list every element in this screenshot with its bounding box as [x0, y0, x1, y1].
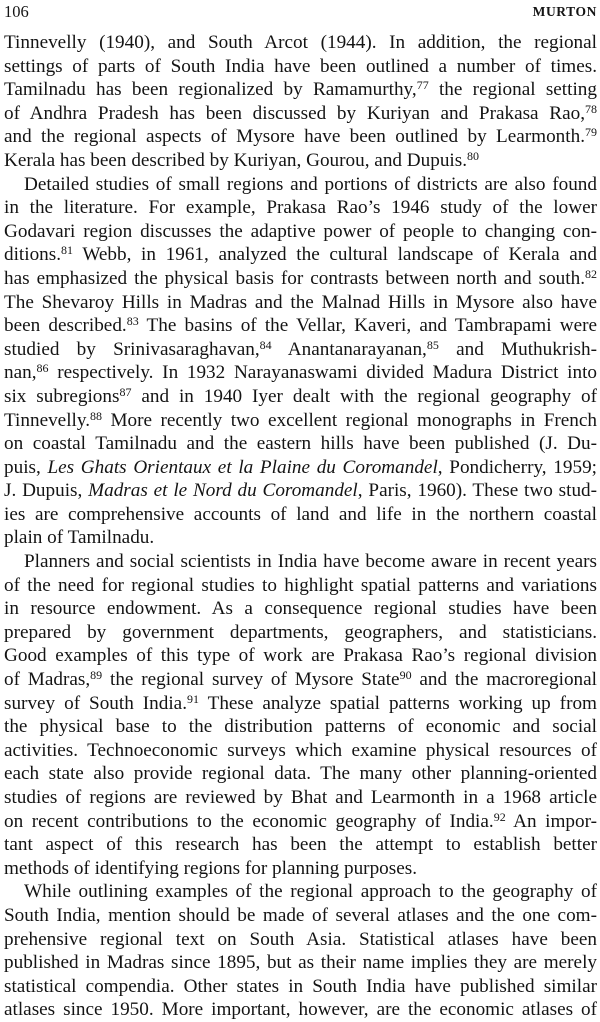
- text-line: [4, 975, 597, 999]
- text-run: Kerala has been described by Kuriyan, Gourou, and Dupuis.: [4, 149, 468, 171]
- text-line: [4, 125, 597, 149]
- text-line: [4, 149, 597, 173]
- text-run: Godavari region discusses the adaptive power of people to changing con-: [4, 220, 597, 242]
- footnote-ref: 81: [61, 243, 74, 258]
- footnote-ref: 89: [90, 668, 103, 683]
- running-title: MURTON: [532, 4, 597, 19]
- text-run: the physical base to the distribution patterns of economic and social: [4, 716, 597, 738]
- text-line: [4, 597, 597, 621]
- text-run: ies are comprehensive accounts of land and life in the northern coastal: [4, 503, 597, 525]
- text-line: [4, 55, 597, 79]
- text-run: survey of South India.: [4, 692, 187, 714]
- text-line: [4, 762, 597, 786]
- text-run: of Madras,: [4, 669, 91, 691]
- running-head: [4, 2, 597, 22]
- text-run: activities. Technoeconomic surveys which examine physical resources of: [4, 739, 597, 761]
- text-run: prehensive regional text on South Asia. Statistical atlases have been: [4, 928, 597, 950]
- text-run: the regional setting: [428, 79, 597, 101]
- text-run: Good examples of this type of work are Prakasa Rao’s regional division: [4, 645, 597, 667]
- text-line: [4, 479, 597, 503]
- text-line: [4, 550, 597, 574]
- body-text: [4, 31, 597, 1022]
- text-line: [4, 668, 597, 692]
- text-run: of the need for regional studies to highlight spatial patterns and variations: [4, 574, 597, 596]
- text-run: six subregions: [4, 385, 120, 407]
- text-line: [4, 314, 597, 338]
- text-line: [4, 526, 597, 550]
- text-line: [4, 78, 597, 102]
- text-run: methods of identifying regions for planning purposes.: [4, 857, 417, 879]
- text-line: [4, 715, 597, 739]
- text-run: in the literature. For example, Prakasa Rao’s 1946 study of the lower: [4, 197, 597, 219]
- text-line: [4, 267, 597, 291]
- footnote-ref: 88: [90, 408, 102, 423]
- italic-title: Madras et le Nord du Coromandel: [88, 480, 358, 502]
- text-run: tant aspect of this research has been the attempt to establish better: [4, 834, 597, 856]
- text-run: and the regional aspects of Mysore have been outlined by Learmonth.: [4, 126, 585, 148]
- text-run: Tamilnadu has been regionalized by Ramamurthy,: [4, 79, 417, 101]
- text-run: The basins of the Vellar, Kaveri, and Tambrapami were: [138, 315, 597, 337]
- footnote-ref: 78: [585, 101, 597, 116]
- text-line: [4, 503, 597, 527]
- text-line: [4, 31, 597, 55]
- text-run: and in 1940 Iyer dealt with the regional geography of: [131, 385, 597, 407]
- text-run: in resource endowment. As a consequence regional studies have been: [4, 598, 597, 620]
- text-line: [4, 432, 597, 456]
- footnote-ref: 80: [467, 148, 480, 163]
- text-run: on recent contributions to the economic geography of India.: [4, 810, 494, 832]
- text-run: While outlining examples of the regional approach to the geography of: [24, 881, 597, 903]
- footnote-ref: 77: [416, 78, 429, 93]
- text-line: [4, 409, 597, 433]
- text-line: [4, 456, 597, 480]
- text-run: plain of Tamilnadu.: [4, 527, 155, 549]
- footnote-ref: 91: [187, 691, 199, 706]
- text-line: [4, 786, 597, 810]
- text-line: [4, 291, 597, 315]
- text-line: [4, 951, 597, 975]
- text-run: prepared by government departments, geographers, and statisticians.: [4, 621, 597, 643]
- text-line: [4, 220, 597, 244]
- text-run: puis,: [4, 456, 48, 478]
- text-line: [4, 857, 597, 881]
- text-run: J. Dupuis,: [4, 480, 89, 502]
- footnote-ref: 85: [426, 337, 439, 352]
- text-run: on coastal Tamilnadu and the eastern hills have been published (J. Du-: [4, 433, 597, 455]
- text-line: [4, 739, 597, 763]
- footnote-ref: 84: [259, 337, 272, 352]
- text-run: Detailed studies of small regions and portions of districts are also found: [24, 173, 597, 195]
- text-line: [4, 102, 597, 126]
- text-run: , Paris, 1960). These two stud-: [357, 480, 597, 502]
- text-line: [4, 243, 597, 267]
- footnote-ref: 92: [493, 809, 506, 824]
- text-line: [4, 621, 597, 645]
- text-run: atlases since 1950. More important, however, are the economic atlases of: [4, 999, 597, 1021]
- text-run: These analyze spatial patterns working up from: [199, 692, 597, 714]
- text-line: [4, 880, 597, 904]
- text-run: The Shevaroy Hills in Madras and the Malnad Hills in Mysore also have: [4, 291, 597, 313]
- footnote-ref: 83: [126, 314, 139, 329]
- text-run: Tinnevelly (1940), and South Arcot (1944). In addition, the regional: [4, 32, 597, 53]
- text-run: of Andhra Pradesh has been discussed by Kuriyan and Prakasa Rao,: [4, 102, 585, 124]
- text-run: settings of parts of South India have been outlined a number of times.: [4, 55, 597, 77]
- text-run: studied by Srinivasaraghavan,: [4, 338, 260, 360]
- text-run: and Muthukrish-: [438, 338, 597, 360]
- text-run: each state also provide regional data. The many other planning-oriented: [4, 763, 597, 785]
- text-line: [4, 385, 597, 409]
- footnote-ref: 87: [119, 384, 132, 399]
- text-run: , Pondicherry, 1959;: [437, 456, 597, 478]
- italic-title: Les Ghats Orientaux et la Plaine du Coromandel: [47, 456, 438, 478]
- text-line: [4, 928, 597, 952]
- text-run: respectively. In 1932 Narayanaswami divided Madura District into: [48, 362, 597, 384]
- text-run: studies of regions are reviewed by Bhat and Learmonth in a 1968 article: [4, 787, 597, 808]
- text-run: Webb, in 1961, analyzed the cultural landscape of Kerala and: [73, 244, 597, 266]
- text-run: Planners and social scientists in India have become aware in recent years: [24, 551, 597, 573]
- text-line: [4, 904, 597, 928]
- text-run: has emphasized the physical basis for contrasts between north and south.: [4, 267, 585, 289]
- text-line: [4, 574, 597, 598]
- footnote-ref: 79: [585, 125, 597, 140]
- text-run: More recently two excellent regional monographs in French: [102, 409, 597, 431]
- text-run: statistical compendia. Other states in South India have published similar: [4, 975, 597, 997]
- text-line: [4, 338, 597, 362]
- footnote-ref: 90: [399, 668, 412, 683]
- page-number: 106: [4, 2, 29, 21]
- text-run: South India, mention should be made of several atlases and the one com-: [4, 904, 597, 926]
- text-run: published in Madras since 1895, but as their name implies they are merely: [4, 952, 597, 974]
- text-line: [4, 173, 597, 197]
- text-line: [4, 361, 597, 385]
- text-line: [4, 644, 597, 668]
- text-line: [4, 998, 597, 1022]
- text-run: Tinnevelly.: [4, 409, 90, 431]
- text-line: [4, 833, 597, 857]
- text-run: Anantanarayanan,: [271, 338, 427, 360]
- footnote-ref: 82: [585, 266, 597, 281]
- text-run: nan,: [4, 362, 37, 384]
- text-line: [4, 196, 597, 220]
- text-run: An impor-: [505, 810, 597, 832]
- text-run: been described.: [4, 315, 127, 337]
- text-run: the regional survey of Mysore State: [102, 669, 400, 691]
- text-line: [4, 692, 597, 716]
- text-run: and the macroregional: [411, 669, 597, 691]
- footnote-ref: 86: [36, 361, 49, 376]
- text-line: [4, 810, 597, 834]
- text-run: ditions.: [4, 244, 62, 266]
